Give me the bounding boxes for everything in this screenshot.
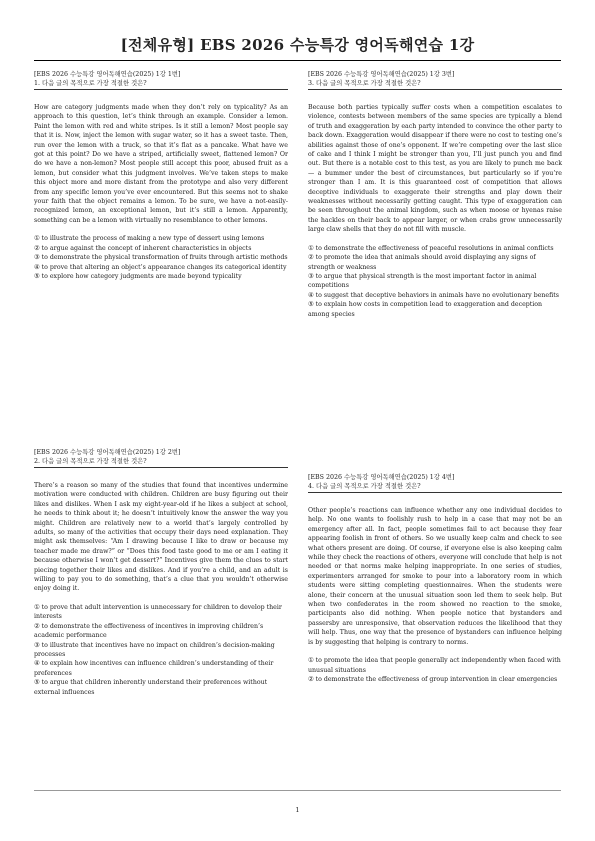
question-prompt: 3. 다음 글의 목적으로 가장 적절한 것은? bbox=[308, 79, 562, 90]
option-5[interactable]: ⑤ to argue that children inherently understand their preferences without external influences bbox=[34, 679, 268, 696]
option-4[interactable]: ④ to explain how incentives can influence children’s understanding of their preferences bbox=[34, 660, 274, 677]
option-list bbox=[308, 244, 562, 319]
question-1 bbox=[34, 70, 288, 281]
option-2[interactable]: ② to argue against the concept of inherent characteristics in objects bbox=[34, 244, 252, 252]
option-5[interactable]: ⑤ to explain how costs in competition lead to exaggeration and deception among species bbox=[308, 301, 543, 318]
option-3[interactable]: ③ to illustrate that incentives have no impact on children’s decision-making processes bbox=[34, 641, 275, 658]
question-passage: There’s a reason so many of the studies that found that incentives undermine motivation were conducted with children. Children are busy figuring out their likes and dislikes. When I ask my eight-year-old if he likes a subject at school, he needs to think about it; he doesn’t intuitively know the answer the way you might. Children are relatively new to a world that’s largely controlled by adults, so many of the activities that occupy their days need explanation. They might ask themselves: “Am I drawing because I like to draw or because my teacher made me draw?” or “Does this food taste good to me or am I eating it because otherwise I won’t get dessert?” Incentives give them the clues to start piecing together their likes and dislikes. And if you’re a child, and an adult is willing to pay you to do something, that’s a clue that you wouldn’t otherwise enjoy doing it. bbox=[34, 482, 288, 593]
option-2[interactable]: ② to promote the idea that animals should avoid displaying any signs of strength or weakness bbox=[308, 254, 536, 271]
option-1[interactable]: ① to promote the idea that people generally act independently when faced with unusual situations bbox=[308, 657, 561, 674]
option-list bbox=[34, 234, 288, 281]
question-3 bbox=[308, 70, 562, 319]
question-prompt: 2. 다음 글의 목적으로 가장 적절한 것은? bbox=[34, 457, 288, 468]
question-passage: Other people’s reactions can influence whether any one individual decides to help. No one wants to foolishly rush to help in a case that may not be an emergency after all. In fact, people sometimes fail to act because they fear appearing foolish in front of others. So we usually keep calm and check to see what others present are doing. Of course, if everyone else is also keeping calm while they check the reactions of others, everyone will conclude that help is not needed or that norms make helping inappropriate. In one series of studies, experimenters arranged for smoke to pour into a laboratory room in which students were sitting completing questionnaires. When the students were alone, their concern at the unusual situation soon led them to seek help. But when two confederates in the room showed no reaction to the smoke, participants also did nothing. When people notice that bystanders and passersby are unresponsive, that observation reduces the likelihood that they will help. Thus, one way that the presence of bystanders can influence helping is by suggesting that helping is contrary to norms. bbox=[308, 507, 562, 646]
question-passage: Because both parties typically suffer costs when a competition escalates to violence, contests between members of the same species are typically a blend of truth and exaggeration by each party intended to convince the other party to back down. Exaggeration would disappear if there were no cost to testing one’s abilities against those of one’s opponent. If we’re competing over the last slice of cake and I think I might be stronger than you, I’ll just punch you and find out. But there is a notable cost to this test, as you are likely to punch me back — a bummer under the best of circumstances, but particularly so if you’re stronger than I am. It is this guaranteed cost of competition that allows deceptive individuals to exaggerate their strengths and play down their weaknesses without necessarily getting caught. This type of exaggeration can be seen throughout the animal kingdom, such as when moose or hyenas raise the hackles on their back to appear larger, or when crabs grow unnecessarily large claw shells that they do not fill with muscle. bbox=[308, 104, 562, 234]
option-1[interactable]: ① to prove that adult intervention is unnecessary for children to develop their interests bbox=[34, 603, 282, 621]
question-prompt: 4. 다음 글의 목적으로 가장 적절한 것은? bbox=[308, 482, 562, 493]
option-1[interactable]: ① to demonstrate the effectiveness of peaceful resolutions in animal conflicts bbox=[308, 244, 554, 252]
option-3[interactable]: ③ to demonstrate the physical transformation of fruits through artistic methods bbox=[34, 254, 288, 262]
question-passage: How are category judgments made when they don’t rely on typicality? As an approach to this question, let’s think through an example. Consider a lemon. Paint the lemon with red and white stripes. Is it still a lemon? Most people say that it is. Now, inject the lemon with sugar water, so it has a sweet taste. Then, run over the lemon with a truck, so that it’s flat as a pancake. What have we got at this point? Do we have a striped, artificially sweet, flattened lemon? Or do we have a non-lemon? Most people still accept this poor, abused fruit as a lemon, but consider what this judgment involves. We’ve taken steps to make this object more and more distant from the prototype and also very different from any specific lemon you’ve ever encountered. But this seems not to shake your faith that the object remains a lemon. To be sure, we have a not-easily-recognized lemon, an exceptional lemon, but it’s still a lemon. Apparently, something can be a lemon with virtually no resemblance to other lemons. bbox=[34, 104, 288, 224]
question-source: [EBS 2026 수능특강 영어독해연습(2025) 1강 2번] bbox=[34, 449, 181, 456]
option-3[interactable]: ③ to argue that physical strength is the most important factor in animal competitions bbox=[308, 272, 537, 290]
question-source: [EBS 2026 수능특강 영어독해연습(2025) 1강 1번] bbox=[34, 71, 181, 78]
question-source: [EBS 2026 수능특강 영어독해연습(2025) 1강 3번] bbox=[308, 71, 455, 78]
question-source: [EBS 2026 수능특강 영어독해연습(2025) 1강 4번] bbox=[308, 474, 455, 481]
question-2 bbox=[34, 448, 288, 697]
title-divider bbox=[34, 60, 561, 61]
option-1[interactable]: ① to illustrate the process of making a new type of dessert using lemons bbox=[34, 235, 265, 243]
option-2[interactable]: ② to demonstrate the effectiveness of incentives in improving children’s academic performance bbox=[34, 622, 264, 640]
option-list bbox=[34, 603, 288, 697]
option-list bbox=[308, 656, 562, 684]
option-5[interactable]: ⑤ to explore how category judgments are made beyond typicality bbox=[34, 272, 242, 280]
question-4 bbox=[308, 473, 562, 684]
page-number: 1 bbox=[295, 806, 300, 814]
option-4[interactable]: ④ to suggest that deceptive behaviors in animals have no evolutionary benefits bbox=[308, 291, 560, 299]
option-2[interactable]: ② to demonstrate the effectiveness of group intervention in clear emergencies bbox=[308, 675, 558, 683]
footer-divider bbox=[34, 790, 561, 791]
option-4[interactable]: ④ to prove that altering an object’s appearance changes its categorical identity bbox=[34, 263, 287, 271]
page-title: [전체유형] EBS 2026 수능특강 영어독해연습 1강 bbox=[120, 36, 475, 54]
question-prompt: 1. 다음 글의 목적으로 가장 적절한 것은? bbox=[34, 79, 288, 90]
